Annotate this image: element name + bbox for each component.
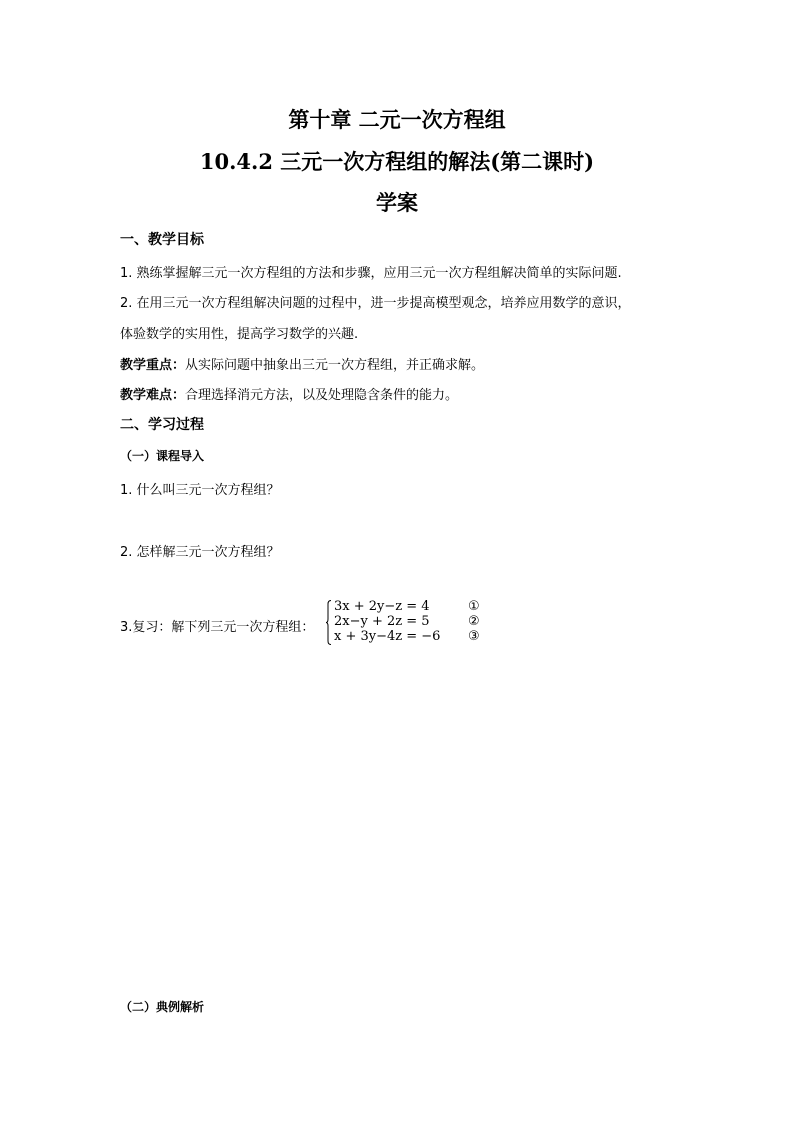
key-point [120,354,484,373]
question-3-label: 3.复习：解下列三元一次方程组： [120,620,315,635]
goals-heading: 一、教学目标 [120,232,204,248]
difficulty-label: 教学难点： [120,388,186,403]
key-point-text: 从实际问题中抽象出三元一次方程组，并正确求解。 [185,358,485,373]
examples-heading: （二）典例解析 [120,1000,205,1014]
chapter-title: 第十章 二元一次方程组 [288,107,506,132]
equation-1-marker: ① [468,599,480,614]
equation-3: x + 3y−4z = −6 [334,629,441,644]
equation-3-marker: ③ [468,629,480,644]
equation-2-marker: ② [468,614,480,629]
process-heading: 二、学习过程 [120,417,204,433]
question-2: 2. 怎样解三元一次方程组？ [120,545,280,560]
document-type-title: 学案 [376,190,418,215]
question-1: 1. 什么叫三元一次方程组？ [120,483,280,498]
equation-1: 3x + 2y−z = 4 [334,599,430,614]
equation-2: 2x−y + 2z = 5 [334,614,430,629]
intro-heading: （一）课程导入 [120,449,205,463]
goal-1: 1. 熟练掌握解三元一次方程组的方法和步骤，应用三元一次方程组解决简单的实际问题. [120,266,622,281]
lesson-title: 10.4.2 三元一次方程组的解法(第二课时) [199,149,595,174]
key-point-label: 教学重点： [120,358,186,373]
left-brace-icon [326,600,331,645]
difficulty-point [120,384,458,403]
difficulty-text: 合理选择消元方法，以及处理隐含条件的能力。 [185,388,459,403]
goal-2-line-1: 2. 在用三元一次方程组解决问题的过程中，进一步提高模型观念，培养应用数学的意识， [120,296,631,311]
goal-2-line-2: 体验数学的实用性，提高学习数学的兴趣. [120,327,359,342]
